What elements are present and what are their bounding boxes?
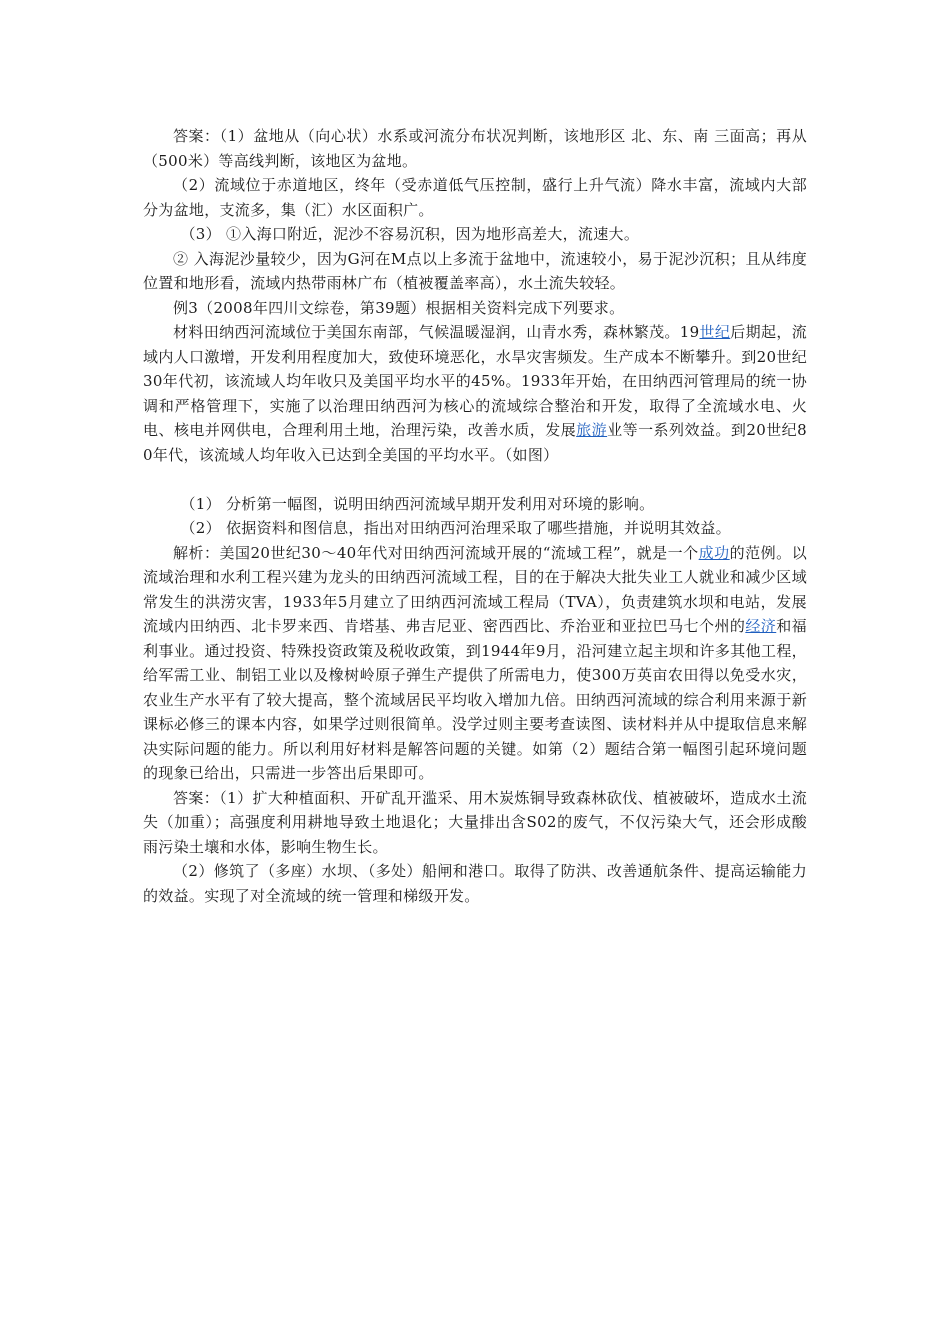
answer-paragraph-4: ② 入海泥沙量较少，因为G河在M点以上多流于盆地中，流速较小，易于泥沙沉积；且从纬度位置和地形看，流域内热带雨林广布（植被覆盖率高），水土流失较轻。	[143, 249, 807, 292]
link-century[interactable]: 世纪	[699, 323, 731, 341]
document-body	[143, 124, 807, 908]
link-success[interactable]: 成功	[698, 543, 730, 562]
answer-example3-part2: （2）修筑了（多座）水坝、（多处）船闸和港口。取得了防洪、改善通航条件、提高运输能力的效益。实现了对全流域的统一管理和梯级开发。	[143, 862, 807, 905]
material-paragraph	[143, 320, 807, 467]
figure-placeholder-gap	[143, 467, 807, 492]
analysis-text-3: 和福利事业。通过投资、特殊投资政策及税收政策，到1944年9月，沿河建立起主坝和许多其他工程，给军需工业、制铝工业以及橡树岭原子弹生产提供了所需电力，使300万英亩农田得以免受水灾，农业生产水平有了较大提高，整个流域居民平均收入增加九倍。田纳西河流域的综合利用来源于新课标必修三的课本内容，如果学过则很简单。没学过则主要考查读图、读材料并从中提取信息来解决实际问题的能力。所以利用好材料是解答问题的关键。如第（2）题结合第一幅图引起环境问题的现象已给出，只需进一步答出后果即可。	[143, 617, 807, 782]
answer-paragraph-3: （3） ①入海口附近，泥沙不容易沉积，因为地形高差大，流速大。	[180, 225, 640, 243]
link-tourism[interactable]: 旅游	[576, 421, 608, 439]
answer-paragraph-2: （2）流域位于赤道地区，终年（受赤道低气压控制，盛行上升气流）降水丰富，流域内大部分为盆地，支流多，集（汇）水区面积广。	[143, 176, 807, 219]
analysis-paragraph	[143, 541, 807, 786]
material-text-1: 材料田纳西河流域位于美国东南部，气候温暖湿润，山青水秀，森林繁茂。19	[173, 323, 700, 341]
example-heading: 例3（2008年四川文综卷，第39题）根据相关资料完成下列要求。	[173, 298, 625, 317]
material-text-2: 后期起，流域内人口激增，开发利用程度加大，致使环境恶化，水旱灾害频发。生产成本不断攀升。到20世纪30年代初，该流域人均年收只及美国平均水平的45%。1933年开始，在田纳西河管理局的统一协调和严格管理下，实施了以治理田纳西河为核心的流域综合整治和开发，取得了全流域水电、火电、核电并网供电，合理利用土地，治理污染，改善水质，发展	[143, 323, 807, 439]
analysis-text-1: 解析：美国20世纪30～40年代对田纳西河流域开展的“流域工程”，就是一个	[173, 543, 699, 562]
answer-example3-part1: 答案：（1）扩大种植面积、开矿乱开滥采、用木炭炼铜导致森林砍伐、植被破坏，造成水土流失（加重）；高强度利用耕地导致土地退化；大量排出含S02的废气，不仅污染大气，还会形成酸雨污染土壤和水体，影响生物生长。	[143, 788, 807, 856]
answer-paragraph-1: 答案：（1）盆地从（向心状）水系或河流分布状况判断，该地形区 北、东、南 三面高；再从（500米）等高线判断，该地区为盆地。	[143, 127, 807, 170]
link-economy[interactable]: 经济	[745, 617, 777, 635]
material-text-3: 业等一系列效益。到20世纪80年代，该流域人均年收入已达到全美国的平均水平。（如图）	[143, 421, 807, 464]
question-2: （2） 依据资料和图信息，指出对田纳西河治理采取了哪些措施，并说明其效益。	[180, 519, 731, 537]
analysis-text-2: 的范例。以流域治理和水利工程兴建为龙头的田纳西河流域工程，目的在于解决大批失业工人就业和减少区域常发生的洪涝灾害，1933年5月建立了田纳西河流域工程局（TVA），负责建筑水坝和电站，发展流域内田纳西、北卡罗来西、肯塔基、弗吉尼亚、密西西比、乔治亚和亚拉巴马七个州的	[143, 543, 807, 635]
question-1: （1） 分析第一幅图，说明田纳西河流域早期开发利用对环境的影响。	[180, 494, 655, 513]
